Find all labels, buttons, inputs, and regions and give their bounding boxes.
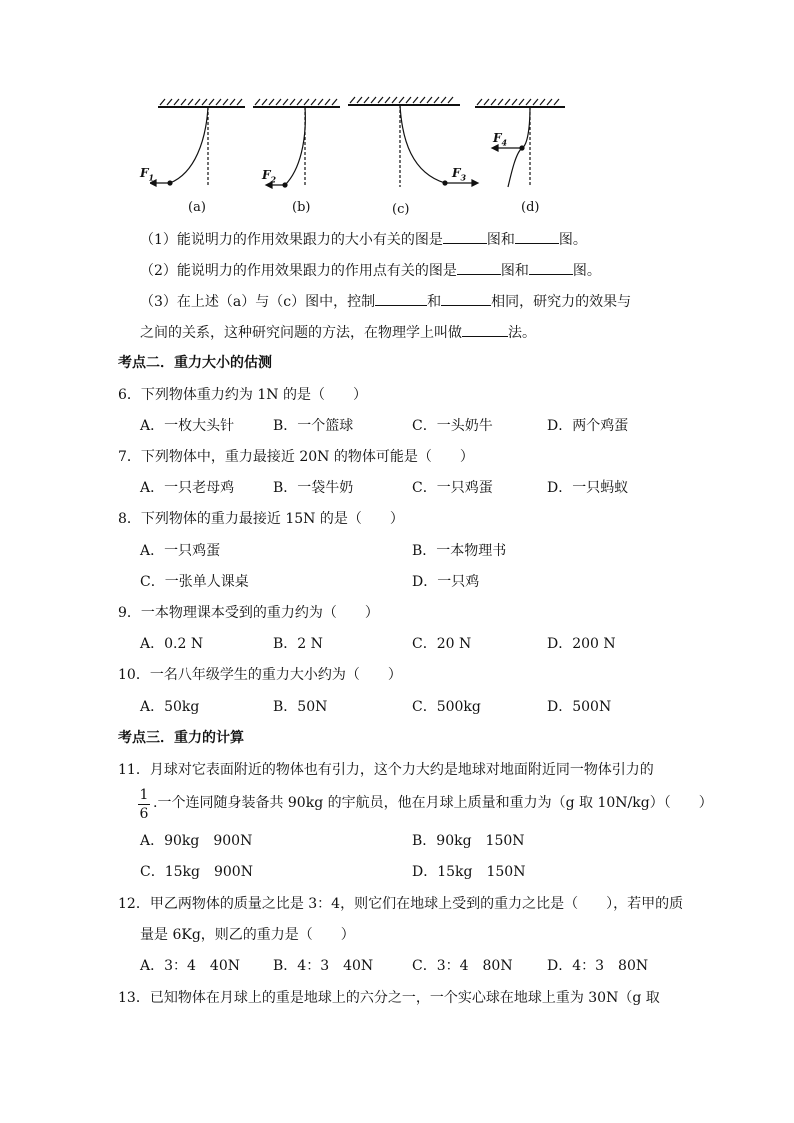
q8-option-b: B．一本物理书 <box>412 543 507 559</box>
q9-option-b: B．2 N <box>273 636 323 652</box>
q5-part3-line1: （3）在上述（a）与（c）图中，控制 和 相同，研究力的效果与 <box>140 291 631 312</box>
section-heading-3: 考点三．重力的计算 <box>118 730 244 746</box>
q12-option-c: C．3：4 80N <box>412 958 513 974</box>
question-12-line1: 12．甲乙两物体的质量之比是 3：4，则它们在地球上受到的重力之比是（ ），若甲的质 <box>118 896 684 912</box>
question-11-line1: 11．月球对它表面附近的物体也有引力，这个力大约是地球对地面附近同一物体引力的 <box>118 762 654 778</box>
fraction-one-sixth: 1 6 <box>139 787 149 822</box>
figure-label-a: (a) <box>188 200 206 215</box>
q7-option-b: B．一袋牛奶 <box>273 480 354 496</box>
section-heading-2: 考点二．重力大小的估测 <box>118 355 272 371</box>
force-label-f1: $F_1$ <box>140 166 155 183</box>
question-11-line2: .一个连同随身装备共 90kg 的宇航员，他在月球上质量和重力为（g 取 10N/kg）（ ） <box>153 795 713 811</box>
q11-option-b: B．90kg 150N <box>412 833 525 849</box>
q11-option-c: C．15kg 900N <box>140 864 253 880</box>
q10-option-a: A．50kg <box>140 699 200 715</box>
q10-option-d: D．500N <box>547 699 612 715</box>
force-label-f2: $F_2$ <box>262 168 277 185</box>
q8-option-a: A．一只鸡蛋 <box>140 543 221 559</box>
figure-label-b: (b) <box>292 200 311 215</box>
question-9: 9．一本物理课本受到的重力约为（ ） <box>118 605 379 621</box>
q7-option-c: C．一只鸡蛋 <box>412 480 493 496</box>
q9-option-a: A．0.2 N <box>140 636 204 652</box>
q7-option-d: D．一只蚂蚁 <box>547 480 629 496</box>
q6-option-a: A．一枚大头针 <box>140 418 235 434</box>
figure-a <box>150 99 245 187</box>
question-7: 7．下列物体中，重力最接近 20N 的物体可能是（ ） <box>118 449 474 465</box>
q6-option-d: D．两个鸡蛋 <box>547 418 629 434</box>
q6-option-c: C．一头奶牛 <box>412 418 493 434</box>
q11-option-d: D．15kg 150N <box>412 864 526 880</box>
question-12-line2: 量是 6Kg，则乙的重力是（ ） <box>140 927 355 943</box>
question-10: 10．一名八年级学生的重力大小约为（ ） <box>118 667 402 683</box>
q7-option-a: A．一只老母鸡 <box>140 480 235 496</box>
q10-option-b: B．50N <box>273 699 328 715</box>
question-6: 6．下列物体重力约为 1N 的是（ ） <box>118 387 367 403</box>
q8-option-c: C．一张单人课桌 <box>140 574 249 590</box>
q12-option-d: D．4：3 80N <box>547 958 649 974</box>
force-label-f3: $F_3$ <box>452 166 467 183</box>
q9-option-d: D．200 N <box>547 636 616 652</box>
q12-option-b: B．4：3 40N <box>273 958 374 974</box>
force-effect-figure <box>150 95 580 220</box>
q5-part1: （1）能说明力的作用效果跟力的大小有关的图是 图和 图。 <box>140 229 587 250</box>
q6-option-b: B．一个篮球 <box>273 418 354 434</box>
figure-d <box>475 99 565 187</box>
question-8: 8．下列物体的重力最接近 15N 的是（ ） <box>118 511 404 527</box>
q5-part3-line2: 之间的关系，这种研究问题的方法，在物理学上叫做 法。 <box>140 322 536 343</box>
figure-label-c: (c) <box>392 202 410 217</box>
q12-option-a: A．3：4 40N <box>140 958 240 974</box>
q5-part2: （2）能说明力的作用效果跟力的作用点有关的图是 图和 图。 <box>140 260 601 281</box>
q8-option-d: D．一只鸡 <box>412 574 480 590</box>
q10-option-c: C．500kg <box>412 699 481 715</box>
question-13: 13．已知物体在月球上的重是地球上的六分之一，一个实心球在地球上重为 30N（g 取 <box>118 990 660 1006</box>
figure-label-d: (d) <box>521 200 540 215</box>
q11-option-a: A．90kg 900N <box>140 833 253 849</box>
q9-option-c: C．20 N <box>412 636 472 652</box>
force-label-f4: $F_4$ <box>493 131 508 148</box>
